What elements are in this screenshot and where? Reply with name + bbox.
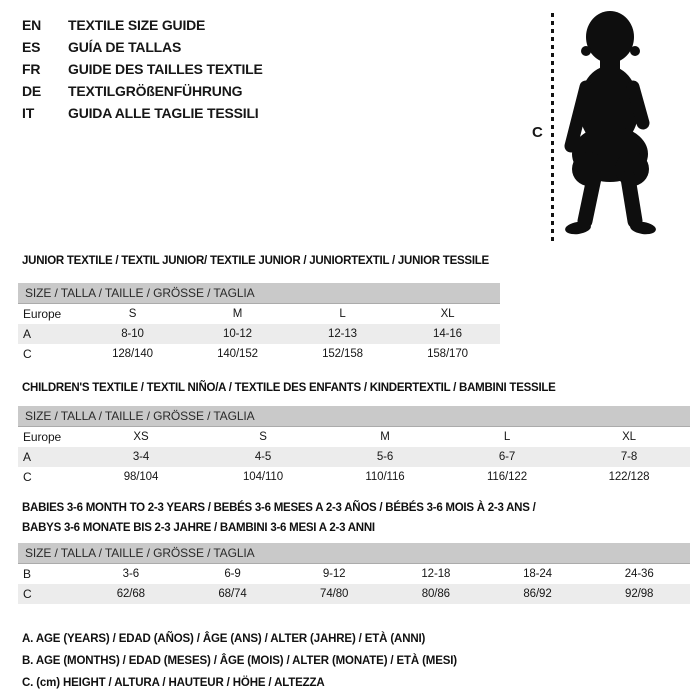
language-code: ES [22, 39, 41, 55]
table-cell: 9-12 [322, 568, 346, 580]
language-label: GUÍA DE TALLAS [68, 39, 182, 55]
footnotes [22, 628, 700, 694]
toddler-silhouette-icon [558, 10, 670, 240]
size-table [18, 543, 690, 604]
table-cell: L [503, 431, 511, 443]
size-header-bar: SIZE / TALLA / TAILLE / GRÖSSE / TAGLIA [18, 406, 690, 427]
table-cell: 10-12 [223, 328, 252, 340]
table-cell: 18-24 [523, 568, 552, 580]
table-cell: S [128, 308, 137, 320]
section-title [22, 251, 700, 271]
table-cell: 62/68 [116, 588, 145, 600]
table-cell: 3-4 [132, 451, 150, 463]
section-title-line: BABYS 3-6 MONATE BIS 2-3 JAHRE / BAMBINI 3-6 MESI A 2-3 ANNI [22, 522, 375, 534]
section-title-line: BABIES 3-6 MONTH TO 2-3 YEARS / BEBÉS 3-6 MESES A 2-3 AÑOS / BÉBÉS 3-6 MOIS À 2-3 ANS / [22, 502, 536, 514]
section-title [22, 498, 700, 538]
table-row-c [18, 344, 500, 364]
table-row-a [18, 447, 690, 467]
table-cell: 86/92 [523, 588, 552, 600]
table-cell: M [380, 431, 390, 443]
footnote-b: B. AGE (MONTHS) / EDAD (MESES) / ÂGE (MOIS) / ALTER (MONATE) / ETÀ (MESI) [22, 655, 457, 667]
language-label: TEXTILE SIZE GUIDE [68, 17, 206, 33]
footnote-a: A. AGE (YEARS) / EDAD (AÑOS) / ÂGE (ANS) / ALTER (JAHRE) / ETÀ (ANNI) [22, 633, 426, 645]
table-cell: 24-36 [624, 568, 654, 580]
row-label: C [23, 587, 32, 601]
row-label: B [23, 567, 31, 581]
size-table [18, 406, 690, 487]
footnote-c: C. (cm) HEIGHT / ALTURA / HAUTEUR / HÖHE / ALTEZZA [22, 677, 325, 689]
table-cell: 158/170 [427, 348, 468, 360]
row-label: C [23, 347, 32, 361]
table-cell: 6-7 [498, 451, 516, 463]
row-label: A [23, 450, 31, 464]
table-row-a [18, 324, 500, 344]
table-cell: 104/110 [242, 471, 284, 483]
table-row-c [18, 467, 690, 487]
row-label: A [23, 327, 31, 341]
size-header-bar: SIZE / TALLA / TAILLE / GRÖSSE / TAGLIA [18, 543, 690, 564]
table-cell: 74/80 [320, 588, 349, 600]
table-cell: 12-18 [421, 568, 451, 580]
height-measure-dashed-line [551, 13, 554, 243]
table-cell: 152/158 [322, 348, 363, 360]
table-row-c [18, 584, 690, 604]
table-row-europe [18, 304, 500, 324]
language-code: FR [22, 61, 41, 77]
table-cell: 3-6 [122, 568, 139, 580]
table-cell: 5-6 [376, 451, 394, 463]
size-table-section-1 [18, 251, 700, 364]
table-cell: 122/128 [608, 471, 650, 483]
language-code: IT [22, 105, 35, 121]
language-label: GUIDE DES TAILLES TEXTILE [68, 61, 263, 77]
table-cell: 14-16 [433, 328, 462, 340]
table-cell: M [232, 308, 243, 320]
table-row-b [18, 564, 690, 584]
table-cell: S [259, 431, 267, 443]
table-cell: 110/116 [365, 471, 405, 483]
size-table-section-3 [18, 498, 700, 604]
table-cell: 6-9 [224, 568, 241, 580]
table-cell: XS [133, 431, 149, 443]
size-header-bar: SIZE / TALLA / TAILLE / GRÖSSE / TAGLIA [18, 283, 500, 304]
table-cell: 92/98 [625, 588, 654, 600]
table-cell: 68/74 [218, 588, 247, 600]
size-table-section-2 [18, 378, 700, 487]
table-cell: 7-8 [620, 451, 638, 463]
table-cell: 128/140 [112, 348, 153, 360]
table-cell: XL [622, 431, 636, 443]
language-label: GUIDA ALLE TAGLIE TESSILI [68, 105, 259, 121]
section-title-line: JUNIOR TEXTILE / TEXTIL JUNIOR/ TEXTILE JUNIOR / JUNIORTEXTIL / JUNIOR TESSILE [22, 255, 489, 267]
table-cell: 98/104 [123, 471, 159, 483]
table-cell: 4-5 [254, 451, 272, 463]
table-row-europe [18, 427, 690, 447]
table-cell: XL [440, 308, 455, 320]
row-label: Europe [23, 307, 62, 321]
table-cell: 80/86 [421, 588, 450, 600]
row-label: Europe [23, 430, 62, 444]
size-table [18, 283, 500, 364]
section-title-line: CHILDREN'S TEXTILE / TEXTIL NIÑO/A / TEXTILE DES ENFANTS / KINDERTEXTIL / BAMBINI TESSILE [22, 382, 556, 394]
language-code: DE [22, 83, 42, 99]
row-label: C [23, 470, 32, 484]
table-cell: L [339, 308, 346, 320]
table-cell: 116/122 [486, 471, 528, 483]
language-label: TEXTILGRÖßENFÜHRUNG [68, 83, 243, 99]
language-code: EN [22, 17, 42, 33]
height-measure-label: C [532, 124, 543, 141]
table-cell: 8-10 [121, 328, 144, 340]
section-title [22, 378, 700, 398]
tables-area [18, 251, 700, 604]
table-cell: 140/152 [217, 348, 258, 360]
table-cell: 12-13 [328, 328, 357, 340]
figure-area [530, 8, 700, 248]
